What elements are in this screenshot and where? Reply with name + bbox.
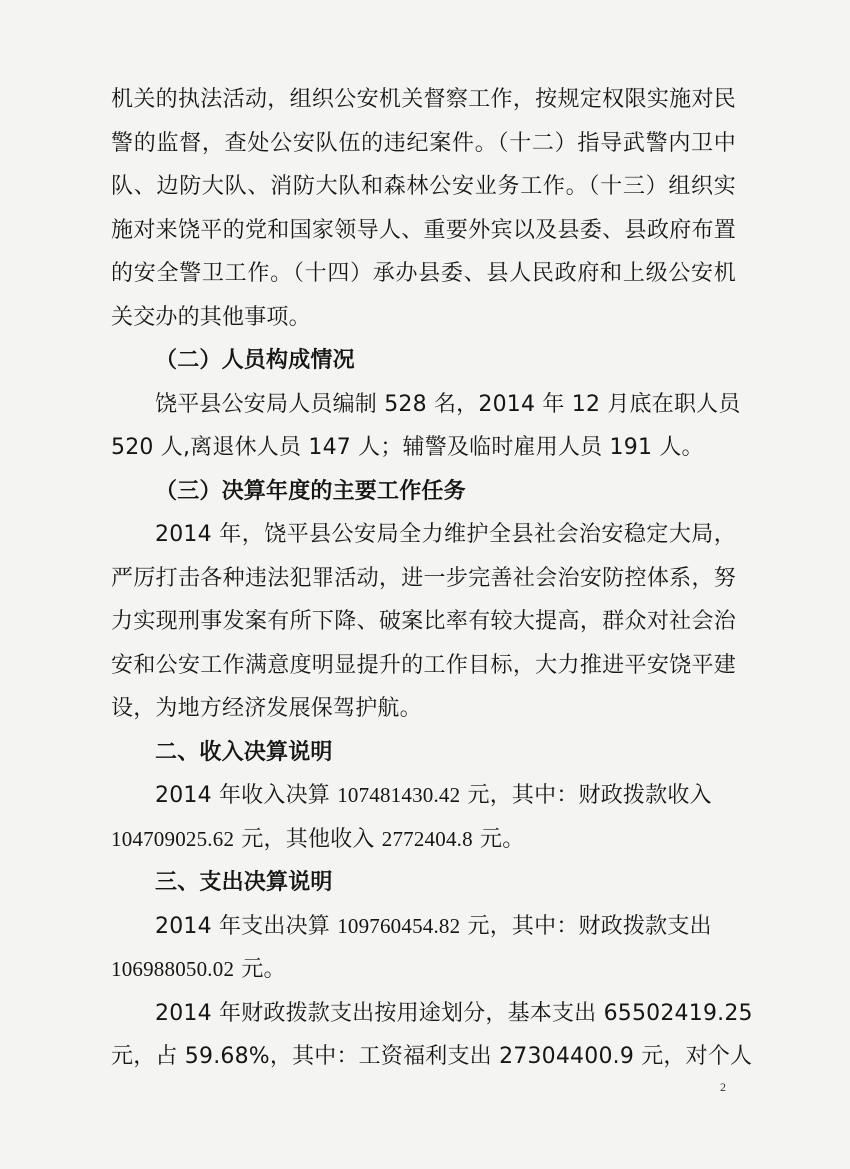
- section-heading-income: 二、收入决算说明: [155, 739, 333, 765]
- tasks-line: 严厉打击各种违法犯罪活动，进一步完善社会治安防控体系，努: [111, 565, 736, 591]
- body-line: 的安全警卫工作。（十四）承办县委、县人民政府和上级公安机: [111, 261, 736, 286]
- expense-text: 元。: [234, 957, 286, 982]
- tasks-line: 设，为地方经济发展保驾护航。: [111, 696, 422, 721]
- income-text: 2014 年收入决算: [155, 783, 338, 808]
- income-total: 107481430.42: [337, 783, 461, 807]
- income-fiscal: 104709025.62: [111, 826, 235, 851]
- income-line-2: [111, 818, 736, 862]
- expense-usage-line: 2014 年财政拨款支出按用途划分，基本支出 65502419.25: [155, 1000, 753, 1026]
- tasks-line: 安和公安工作满意度明显提升的工作目标，大力推进平安饶平建: [111, 652, 736, 678]
- body-line: 机关的执法活动，组织公安机关督察工作，按规定权限实施对民: [111, 87, 736, 112]
- page-number: 2: [720, 1080, 726, 1094]
- staff-line: 饶平县公安局人员编制 528 名，2014 年 12 月底在职人员: [155, 391, 741, 417]
- tasks-line: 力实现刑事发案有所下降、破案比率有较大提高，群众对社会治: [111, 609, 736, 634]
- expense-text: 元，其中：财政拨款支出: [460, 913, 712, 939]
- section-heading-staff: （二）人员构成情况: [155, 348, 355, 373]
- body-line: 警的监督，查处公安队伍的违纪案件。（十二）指导武警内卫中: [111, 130, 736, 156]
- document-body: [111, 78, 753, 1079]
- body-line: 关交办的其他事项。: [111, 304, 311, 330]
- staff-line: 520 人,离退休人员 147 人；辅警及临时雇用人员 191 人。: [111, 435, 704, 460]
- body-line: 队、边防大队、消防大队和森林公安业务工作。（十三）组织实: [111, 174, 736, 199]
- expense-usage-line: 元，占 59.68%，其中：工资福利支出 27304400.9 元，对个人: [111, 1044, 753, 1069]
- income-text: 元，其中：财政拨款收入: [460, 783, 712, 808]
- section-heading-expense: 三、支出决算说明: [155, 870, 333, 895]
- income-other: 2772404.8: [381, 826, 473, 851]
- body-line: 施对来饶平的党和国家领导人、重要外宾以及县委、县政府布置: [111, 217, 736, 243]
- expense-line-1: [111, 905, 736, 949]
- income-line-1: [111, 774, 736, 818]
- income-text: 元，其他收入: [234, 826, 382, 852]
- expense-line-2: [111, 948, 736, 992]
- expense-text: 2014 年支出决算: [155, 913, 338, 939]
- expense-total: 109760454.82: [337, 913, 461, 938]
- expense-fiscal: 106988050.02: [111, 957, 235, 981]
- tasks-line: 2014 年，饶平县公安局全力维护全县社会治安稳定大局，: [155, 522, 736, 547]
- income-text: 元。: [472, 826, 525, 852]
- section-heading-tasks: （三）决算年度的主要工作任务: [155, 478, 466, 504]
